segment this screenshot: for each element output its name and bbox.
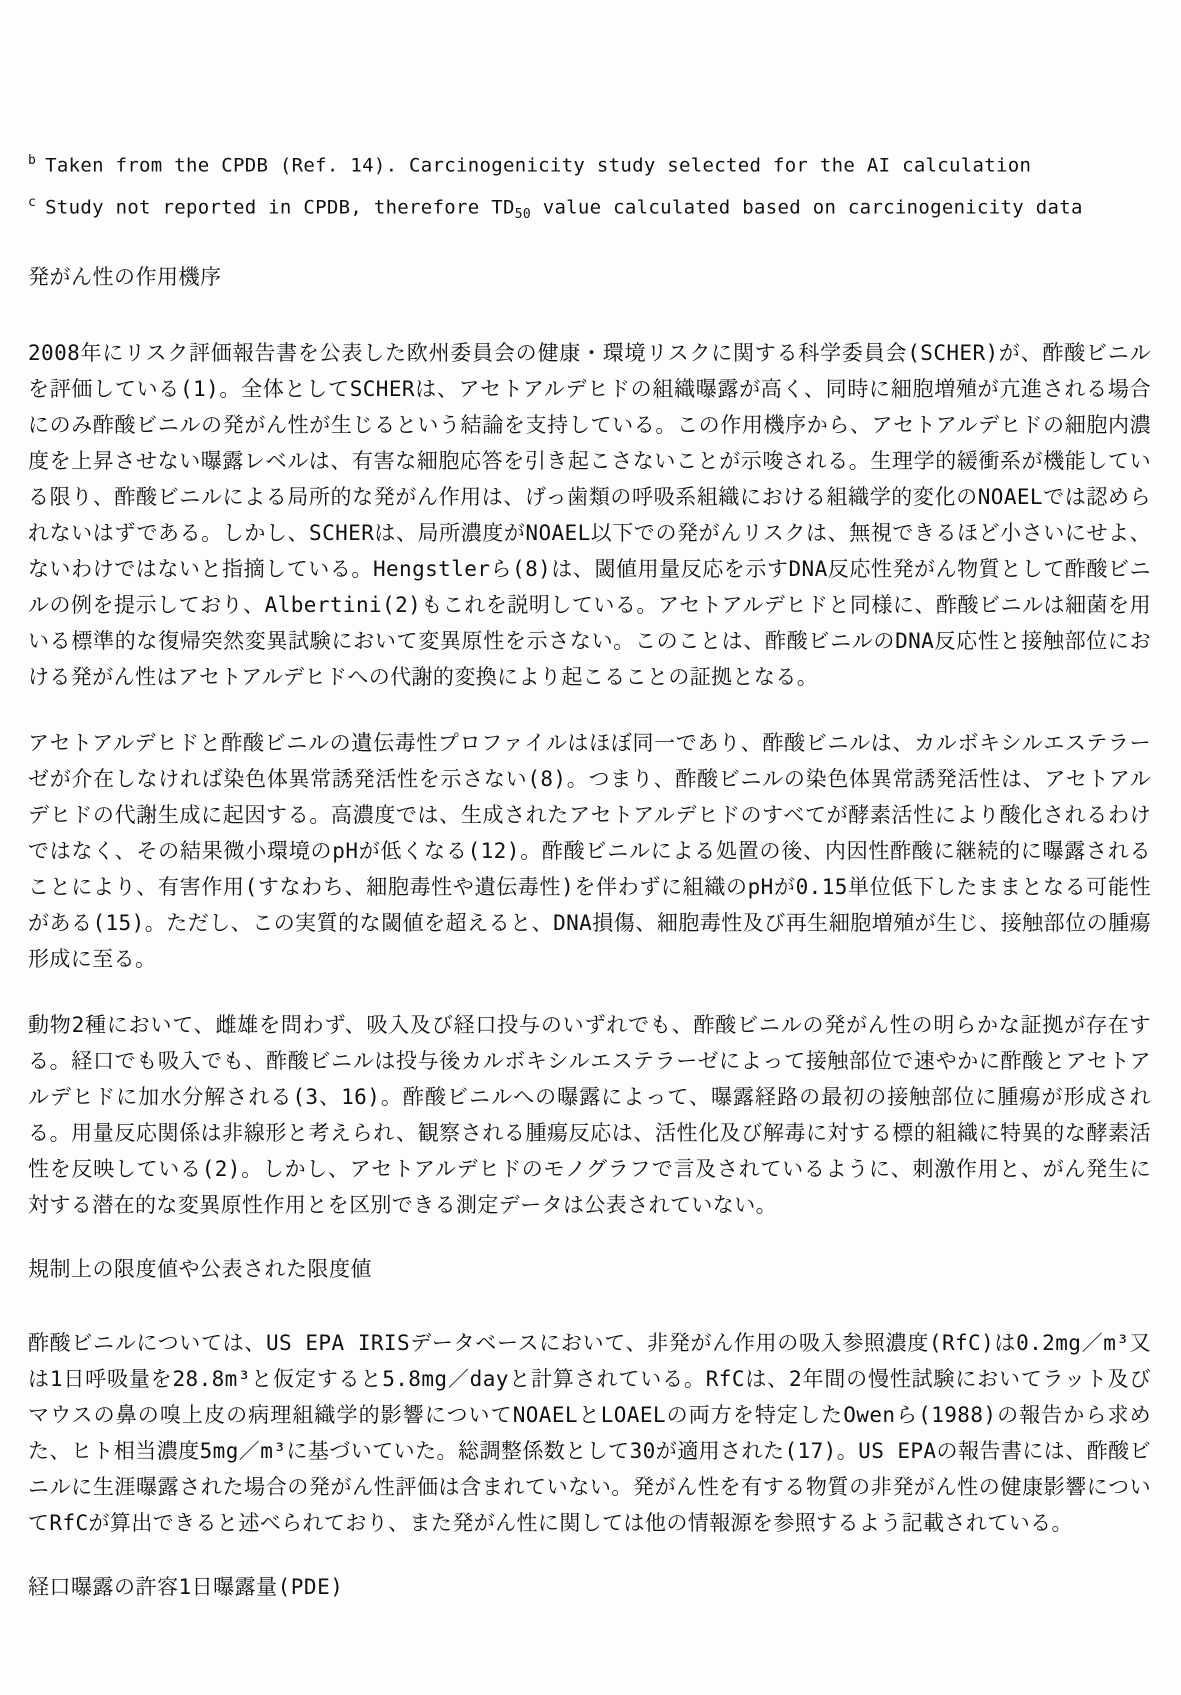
section-heading-oral-pde: 経口曝露の許容1日曝露量(PDE) (28, 1575, 344, 1600)
footnote-c (28, 184, 1151, 233)
footnote-b-marker: b (28, 153, 37, 168)
footnote-c-marker: c (28, 195, 37, 211)
footnote-b (28, 142, 1151, 184)
paragraph-mechanism-1: 2008年にリスク評価報告書を公表した欧州委員会の健康・環境リスクに関する科学委員会(SCHER)が、酢酸ビニルを評価している(1)。全体としてSCHERは、アセトアルデヒドの組織曝露が高く、同時に細胞増殖が亢進される場合にのみ酢酸ビニルの発がん性が生じるという結論を支持している。この作用機序から、アセトアルデヒドの細胞内濃度を上昇させない曝露レベルは、有害な細胞応答を引き起こさないことが示唆される。生理学的緩衝系が機能している限り、酢酸ビニルによる局所的な発がん作用は、げっ歯類の呼吸系組織における組織学的変化のNOAELでは認められないはずである。しかし、SCHERは、局所濃度がNOAEL以下での発がんリスクは、無視できるほど小さいにせよ、ないわけではないと指摘している。Hengstlerら(8)は、閾値用量反応を示すDNA反応性発がん物質として酢酸ビニルの例を提示しており、Albertini(2)もこれを説明している。アセトアルデヒドと同様に、酢酸ビニルは細菌を用いる標準的な復帰突然変異試験において変異原性を示さない。このことは、酢酸ビニルのDNA反応性と接触部位における発がん性はアセトアルデヒドへの代謝的変換により起こることの証拠となる。 (28, 341, 1151, 690)
paragraph-mechanism-2: アセトアルデヒドと酢酸ビニルの遺伝毒性プロファイルはほぼ同一であり、酢酸ビニルは、カルボキシルエステラーゼが介在しなければ染色体異常誘発活性を示さない(8)。つまり、酢酸ビニルの染色体異常誘発活性は、アセトアルデヒドの代謝生成に起因する。高濃度では、生成されたアセトアルデヒドのすべてが酵素活性により酸化されるわけではなく、その結果微小環境のpHが低くなる(12)。酢酸ビニルによる処置の後、内因性酢酸に継続的に曝露されることにより、有害作用(すなわち、細胞毒性や遺伝毒性)を伴わずに組織のpHが0.15単位低下したままとなる可能性がある(15)。ただし、この実質的な閾値を超えると、DNA損傷、細胞毒性及び再生細胞増殖が生じ、接触部位の腫瘍形成に至る。 (28, 731, 1151, 972)
section-heading-regulatory-limits: 規制上の限度値や公表された限度値 (28, 1257, 372, 1282)
section-heading-carcinogenicity-mechanism: 発がん性の作用機序 (28, 265, 222, 290)
footnote-c-td50-subscript: 50 (514, 207, 531, 223)
paragraph-limits-1: 酢酸ビニルについては、US EPA IRISデータベースにおいて、非発がん作用の吸入参照濃度(RfC)は0.2mg／m³又は1日呼吸量を28.8m³と仮定すると5.8mg／dayと計算されている。RfCは、2年間の慢性試験においてラット及びマウスの鼻の嗅上皮の病理組織学的影響についてNOAELとLOAELの両方を特定したOwenら(1988)の報告から求めた、ヒト相当濃度5mg／m³に基づいていた。総調整係数として30が適用された(17)。US EPAの報告書には、酢酸ビニルに生涯曝露された場合の発がん性評価は含まれていない。発がん性を有する物質の非発がん性の健康影響についてRfCが算出できると述べられており、また発がん性に関しては他の情報源を参照するよう記載されている。 (28, 1331, 1151, 1536)
paragraph-mechanism-3: 動物2種において、雌雄を問わず、吸入及び経口投与のいずれでも、酢酸ビニルの発がん性の明らかな証拠が存在する。経口でも吸入でも、酢酸ビニルは投与後カルボキシルエステラーゼによって接触部位で速やかに酢酸とアセトアルデヒドに加水分解される(3、16)。酢酸ビニルへの曝露によって、曝露経路の最初の接触部位に腫瘍が形成される。用量反応関係は非線形と考えられ、観察される腫瘍反応は、活性化及び解毒に対する標的組織に特異的な酵素活性を反映している(2)。しかし、アセトアルデヒドのモノグラフで言及されているように、刺激作用と、がん発生に対する潜在的な変異原性作用とを区別できる測定データは公表されていない。 (28, 1013, 1151, 1218)
footnote-b-text: Taken from the CPDB (Ref. 14). Carcinogenicity study selected for the AI calculation (45, 154, 1032, 177)
footnote-c-text-pre: Study not reported in CPDB, therefore TD (45, 196, 515, 219)
footnote-c-text-post: value calculated based on carcinogenicity data (530, 196, 1083, 219)
